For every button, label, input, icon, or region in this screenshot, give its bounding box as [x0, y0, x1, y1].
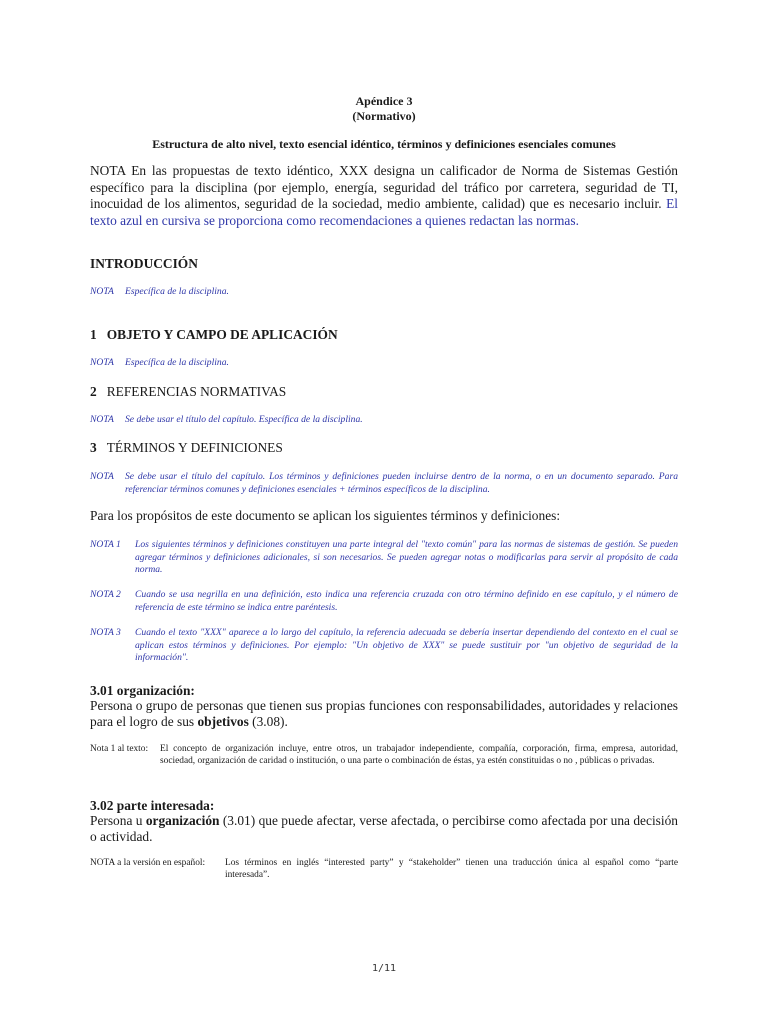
numbered-note-3 — [90, 627, 678, 665]
section-heading-referencias — [90, 384, 286, 400]
note-label: NOTA 3 — [90, 627, 121, 638]
note-text: Se debe usar el título del capítulo. Específica de la disciplina. — [125, 414, 363, 425]
appendix-number: Apéndice 3 — [355, 94, 413, 108]
note-label: NOTA a la versión en español: — [90, 858, 206, 868]
section-heading-terminos — [90, 440, 283, 456]
section-title: TÉRMINOS Y DEFINICIONES — [106, 440, 283, 455]
term-heading-organizacion: 3.01 organización: — [90, 683, 195, 698]
definition-text: Persona u — [90, 813, 146, 828]
section-number: 2 — [90, 384, 97, 399]
section-heading-objeto — [90, 327, 338, 343]
section-number: 1 — [90, 327, 97, 342]
section-number: 3 — [90, 440, 97, 455]
note-text: Los términos en inglés “interested party” y “stakeholder” tienen una traducción única al español como “parte interesada”. — [225, 858, 678, 881]
note-text: Específica de la disciplina. — [125, 286, 229, 297]
referencias-note — [90, 414, 678, 427]
note-label: NOTA — [90, 414, 114, 425]
note-text: Se debe usar el título del capítulo. Los términos y definiciones pueden incluirse dentro de la norma, o en un documento separado. Para referenciar términos comunes y definiciones esenciales + términos específicos de la disciplina. — [125, 471, 678, 495]
note-label: NOTA — [90, 286, 114, 297]
note-label: Nota 1 al texto: — [90, 744, 149, 754]
note-text: Cuando se usa negrilla en una definición, esto indica una referencia cruzada con otro término definido en ese capítulo, y el número de referencia de este término se indica entre paréntesis. — [135, 589, 678, 613]
objeto-note — [90, 357, 678, 370]
definition-ref: (3.08). — [248, 714, 288, 729]
terms-purpose: Para los propósitos de este documento se aplican los siguientes términos y definiciones: — [90, 508, 561, 523]
section-title: OBJETO Y CAMPO DE APLICACIÓN — [106, 327, 338, 342]
term-definition-parte-interesada — [90, 813, 678, 845]
definition-ref: (3.01) que puede afectar, verse afectada, o percibirse como afectada por una decisión o actividad. — [90, 813, 678, 844]
section-title: REFERENCIAS NORMATIVAS — [106, 384, 287, 399]
intro-note-blue-text: El texto azul en cursiva se proporciona como recomendaciones a quienes redactan las normas. — [90, 196, 678, 228]
note-label: NOTA 2 — [90, 589, 121, 600]
numbered-note-1 — [90, 539, 678, 577]
section-heading-introduccion: INTRODUCCIÓN — [90, 256, 198, 271]
note-text: Los siguientes términos y definiciones constituyen una parte integral del "texto común" para las normas de sistemas de gestión. Se pueden agregar términos y definiciones adicionales, si son necesarios. Se pueden agregar notas o modificarlas para servir al propósito de cada norma. — [135, 539, 678, 576]
term-note-parte-interesada — [90, 857, 678, 882]
intro-note-text: NOTA En las propuestas de texto idéntico, XXX designa un calificador de Norma de Sistemas Gestión específico para la disciplina (por ejemplo, energía, seguridad del tráfico por carretera, seguridad de TI, inocuidad de los alimentos, seguridad de la sociedad, medio ambiente, calidad) que es necesario incluir. — [90, 163, 678, 212]
appendix-type: (Normativo) — [352, 109, 416, 123]
numbered-note-2 — [90, 589, 678, 614]
definition-bold-term: organización — [145, 813, 220, 828]
note-label: NOTA — [90, 357, 114, 368]
note-text: El concepto de organización incluye, entre otros, un trabajador independiente, compañía, corporación, firma, empresa, autoridad, sociedad, organización de caridad o institución, o una parte o combinación de éstas, ya estén constituidas o no , públicas o privadas. — [160, 744, 678, 767]
intro-note — [90, 163, 678, 229]
terminos-note — [90, 471, 678, 496]
definition-text: Persona o grupo de personas que tienen sus propias funciones con responsabilidades, autoridades y relaciones para el logro de sus — [90, 698, 678, 729]
note-text: Específica de la disciplina. — [125, 357, 229, 368]
note-text: Cuando el texto "XXX" aparece a lo largo del capítulo, la referencia adecuada se debería insertar dependiendo del contexto en el cual se aplican estos términos y definiciones. Por ejemplo: "Un objetivo de XXX" se puede sustituir por "un objetivo de seguridad de la información". — [135, 627, 678, 664]
introduccion-note — [90, 286, 678, 299]
document-subtitle: Estructura de alto nivel, texto esencial idéntico, términos y definiciones esenciales comunes — [152, 137, 616, 151]
note-label: NOTA 1 — [90, 539, 121, 550]
term-definition-organizacion — [90, 698, 678, 730]
note-label: NOTA — [90, 471, 114, 482]
term-note-organizacion — [90, 743, 678, 768]
term-heading-parte-interesada: 3.02 parte interesada: — [90, 798, 215, 813]
appendix-title — [90, 94, 678, 124]
definition-bold-term: objetivos — [197, 714, 249, 729]
page-number: 1/11 — [371, 963, 397, 974]
